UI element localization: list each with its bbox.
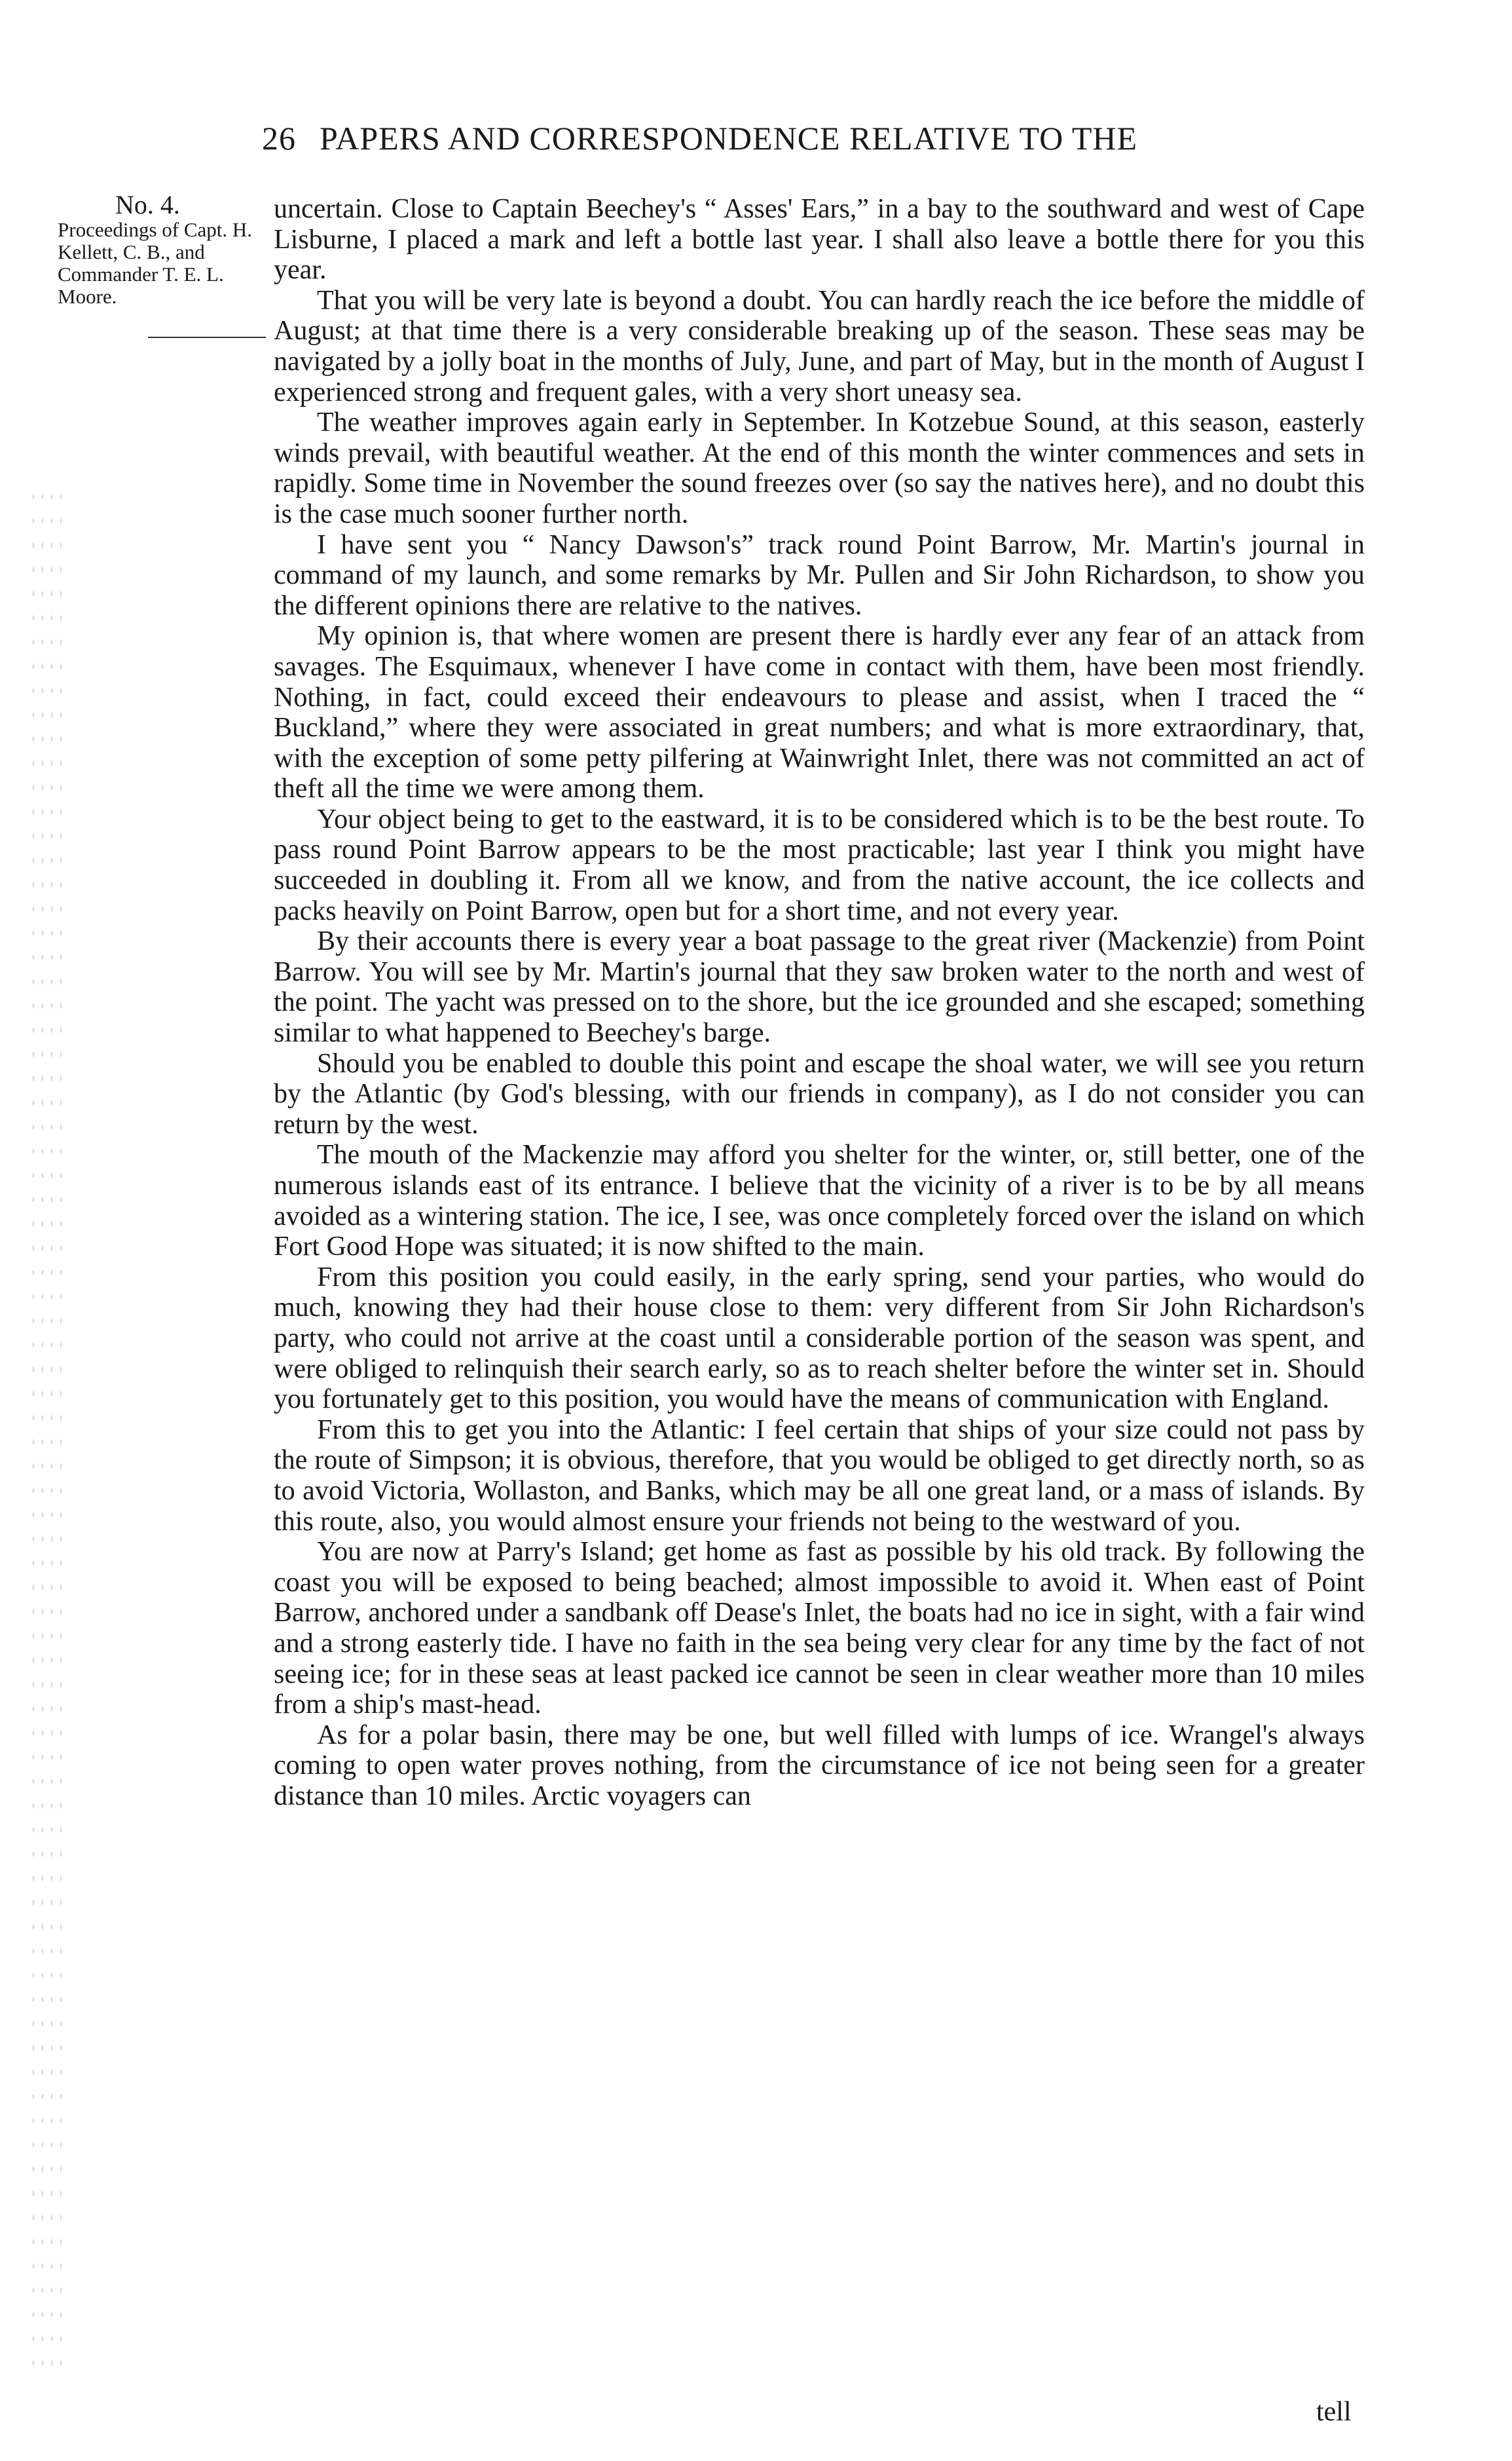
document-number: No. 4. xyxy=(115,190,180,219)
paragraph: You are now at Parry's Island; get home as fast as possible by his old track. By following the coast you will be exposed to being beached; almost impossible to avoid it. When east of Point Barrow, anchored under a sandbank off Dease's Inlet, the boats had no ice in sight, with a fair wind and a strong easterly tide. I have no faith in the sea being very clear for any time by the fact of not seeing ice; for in these seas at least packed ice cannot be seen in clear weather more than 10 miles from a ship's mast-head. xyxy=(274,1537,1365,1720)
paragraph: uncertain. Close to Captain Beechey's “ Asses' Ears,” in a bay to the southward and west of Cape Lisburne, I placed a mark and left a bottle last year. I shall also leave a bottle there for you this year. xyxy=(274,194,1365,286)
body-text xyxy=(274,194,1365,1811)
paragraph: My opinion is, that where women are present there is hardly ever any fear of an attack from savages. The Esquimaux, whenever I have come in contact with them, have been most friendly. Nothing, in fact, could exceed their endeavours to please and assist, when I traced the “ Buckland,” where they were associated in great numbers; and what is more extraordinary, that, with the exception of some petty pilfering at Wainwright Inlet, there was not committed an act of theft all the time we were among them. xyxy=(274,621,1365,804)
catchword: tell xyxy=(1316,2397,1352,2427)
running-title: PAPERS AND CORRESPONDENCE RELATIVE TO THE xyxy=(320,120,1138,157)
paragraph: From this to get you into the Atlantic: I feel certain that ships of your size could not pass by the route of Simpson; it is obvious, therefore, that you would be obliged to get directly north, so as to avoid Victoria, Wollaston, and Banks, which may be all one great land, or a mass of islands. By this route, also, you would almost ensure your friends not being to the westward of you. xyxy=(274,1414,1365,1537)
margin-rule xyxy=(148,337,266,338)
paragraph: The weather improves again early in September. In Kotzebue Sound, at this season, easterly winds prevail, with beautiful weather. At the end of this month the winter commences and sets in rapidly. Some time in November the sound freezes over (so say the natives here), and no doubt this is the case much sooner further north. xyxy=(274,407,1365,529)
paragraph: As for a polar basin, there may be one, but well filled with lumps of ice. Wrangel's always coming to open water proves nothing, from the circumstance of ice not being seen for a greater distance than 10 miles. Arctic voyagers can xyxy=(274,1719,1365,1811)
paragraph: I have sent you “ Nancy Dawson's” track round Point Barrow, Mr. Martin's journal in command of my launch, and some remarks by Mr. Pullen and Sir John Richardson, to show you the different opinions there are relative to the natives. xyxy=(274,529,1365,621)
gutter-shadow xyxy=(29,485,68,2384)
page-number: 26 xyxy=(262,120,296,157)
margin-note xyxy=(58,190,254,338)
running-header xyxy=(262,119,1349,157)
paragraph: That you will be very late is beyond a doubt. You can hardly reach the ice before the middle of August; at that time there is a very considerable breaking up of the season. These seas may be navigated by a jolly boat in the months of July, June, and part of May, but in the month of August I experienced strong and frequent gales, with a very short uneasy sea. xyxy=(274,285,1365,407)
paragraph: Your object being to get to the eastward, it is to be considered which is to be the best route. To pass round Point Barrow appears to be the most practicable; last year I think you might have succeeded in doubling it. From all we know, and from the native account, the ice collects and packs heavily on Point Barrow, open but for a short time, and not every year. xyxy=(274,804,1365,926)
paragraph: Should you be enabled to double this point and escape the shoal water, we will see you return by the Atlantic (by God's blessing, with our friends in company), as I do not consider you can return by the west. xyxy=(274,1048,1365,1140)
paragraph: The mouth of the Mackenzie may afford you shelter for the winter, or, still better, one of the numerous islands east of its entrance. I believe that the vicinity of a river is to be by all means avoided as a wintering station. The ice, I see, was once completely forced over the island on which Fort Good Hope was situated; it is now shifted to the main. xyxy=(274,1140,1365,1262)
paragraph: By their accounts there is every year a boat passage to the great river (Mackenzie) from Point Barrow. You will see by Mr. Martin's journal that they saw broken water to the north and west of the point. The yacht was pressed on to the shore, but the ice grounded and she escaped; something similar to what happened to Beechey's barge. xyxy=(274,926,1365,1049)
paragraph: From this position you could easily, in the early spring, send your parties, who would do much, knowing they had their house close to them: very different from Sir John Richardson's party, who could not arrive at the coast until a considerable portion of the season was spent, and were obliged to relinquish their search early, so as to reach shelter before the winter set in. Should you fortunately get to this position, you would have the means of communication with England. xyxy=(274,1262,1365,1415)
margin-note-text: Proceedings of Capt. H. Kellett, C. B., and Commander T. E. L. Moore. xyxy=(58,218,253,308)
